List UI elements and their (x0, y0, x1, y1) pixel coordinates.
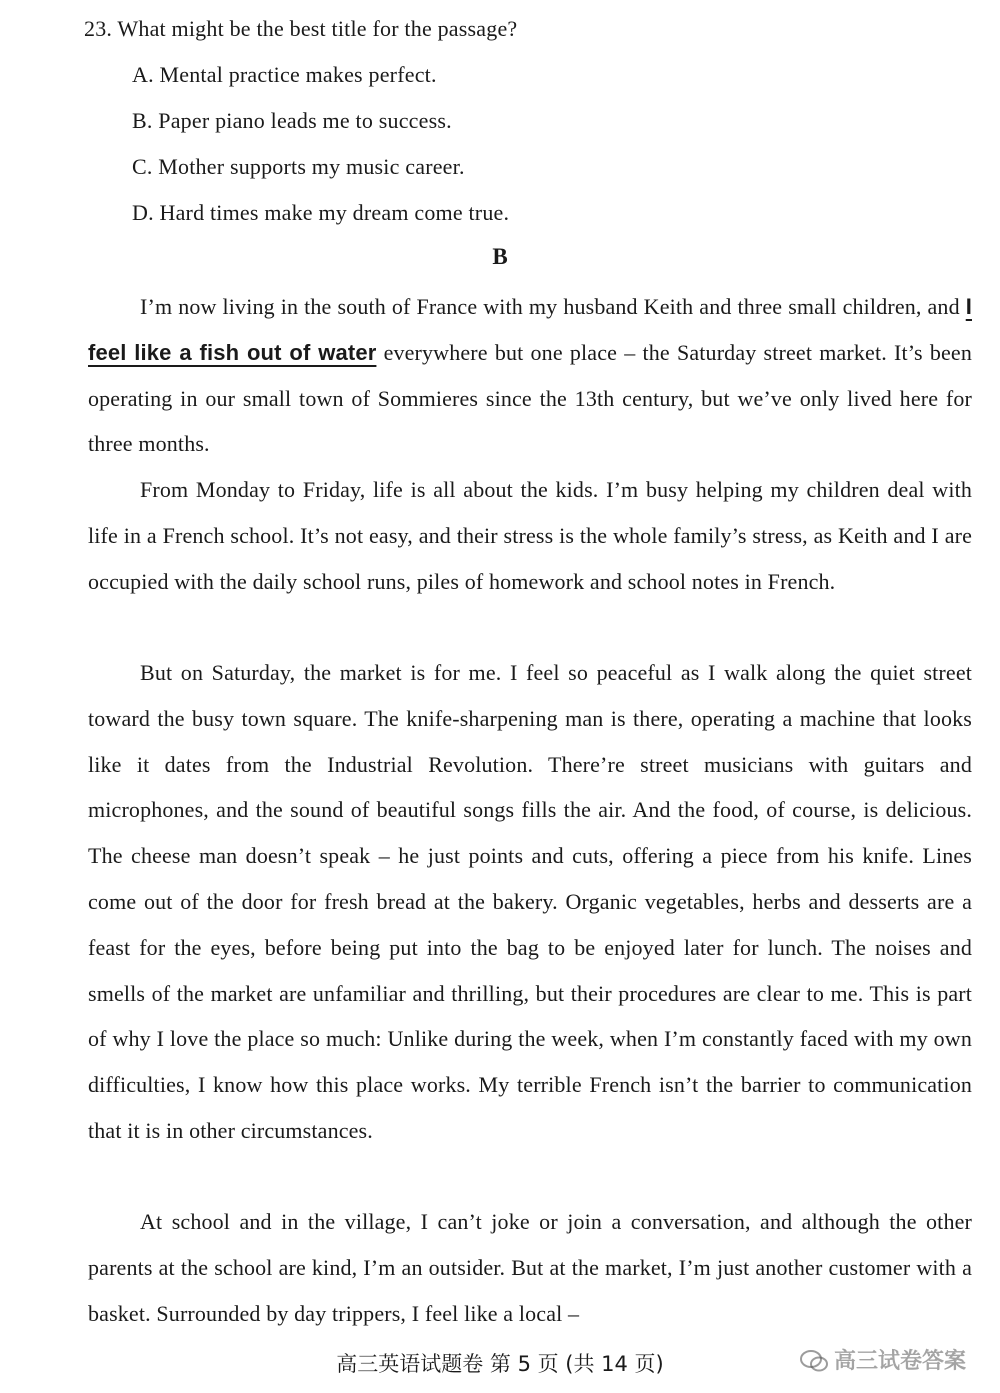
option-d: D. Hard times make my dream come true. (132, 200, 510, 225)
option-a: A. Mental practice makes perfect. (132, 62, 437, 87)
watermark (800, 1338, 990, 1386)
highlighted-phrase: I feel like a fish out of water (88, 294, 972, 365)
passage-paragraph-4: At school and in the village, I can’t joke or join a conversation, and although the other parents at the school are kind, I’m an outsider. But at the market, I’m just another customer with a basket. Surrounded by day trippers, I feel like a local – (88, 1209, 972, 1326)
passage-paragraph-1 (88, 284, 972, 467)
section-label: B (492, 244, 508, 269)
watermark-text: 高三试卷答案 (834, 1349, 967, 1374)
option-b: B. Paper piano leads me to success. (132, 108, 452, 133)
option-c: C. Mother supports my music career. (132, 154, 465, 179)
wechat-icon (800, 1350, 828, 1372)
p1-text-before: I’m now living in the south of France with my husband Keith and three small children, and (140, 294, 966, 319)
page-footer: 高三英语试题卷 第 5 页 (共 14 页) (336, 1352, 664, 1376)
passage-paragraph-2: From Monday to Friday, life is all about the kids. I’m busy helping my children deal with life in a French school. It’s not easy, and their stress is the whole family’s stress, as Keith and I are occupied with the daily school runs, piles of homework and school notes in French. (88, 477, 972, 594)
question-stem: 23. What might be the best title for the passage? (84, 16, 518, 41)
passage-paragraph-3: But on Saturday, the market is for me. I feel so peaceful as I walk along the quiet street toward the busy town square. The knife-sharpening man is there, operating a machine that looks like it dates from the Industrial Revolution. There’re street musicians with guitars and microphones, and the sound of beautiful songs fills the air. And the food, of course, is delicious. The cheese man doesn’t speak – he just points and cuts, offering a piece from his knife. Lines come out of the door for fresh bread at the bakery. Organic vegetables, herbs and desserts are a feast for the eyes, before being put into the bag to be enjoyed later for lunch. The noises and smells of the market are unfamiliar and thrilling, but their procedures are clear to me. This is part of why I love the place so much: Unlike during the week, when I’m constantly faced with my own difficulties, I know how this place works. My terrible French isn’t the barrier to communication that it is in other circumstances. (88, 660, 972, 1143)
p1-text-after: everywhere but one place – the Saturday street market. It’s been operating in our small town of Sommieres since the 13th century, but we’ve only lived here for three months. (88, 339, 972, 457)
